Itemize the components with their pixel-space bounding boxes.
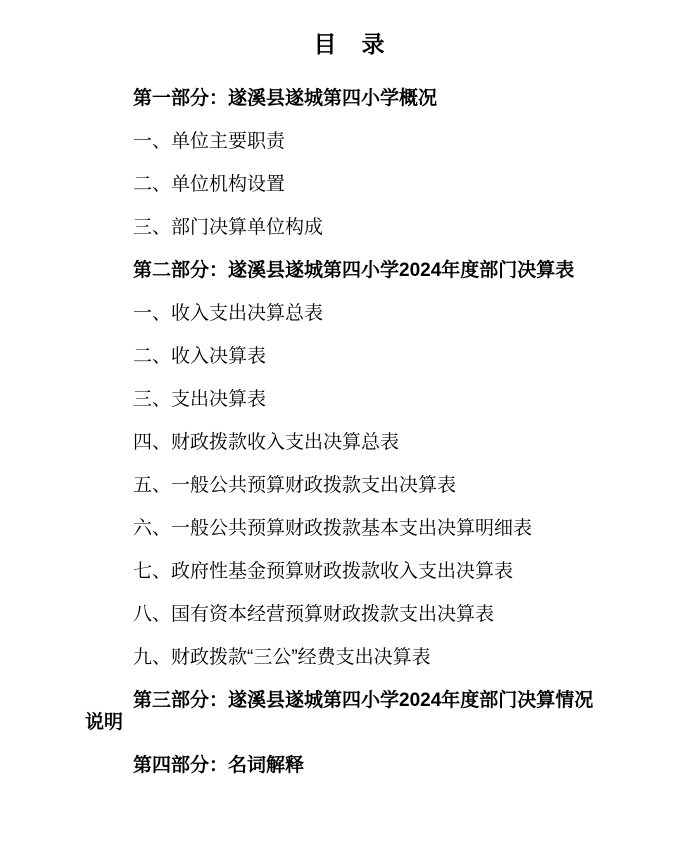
toc-part2-item-7: 七、政府性基金预算财政拨款收入支出决算表 xyxy=(133,561,514,582)
toc-part2-item-6: 六、一般公共预算财政拨款基本支出决算明细表 xyxy=(133,518,533,539)
toc-part1-item-2: 二、单位机构设置 xyxy=(133,174,286,195)
toc-part-4-heading: 第四部分：名词解释 xyxy=(133,755,305,776)
document-page xyxy=(0,30,699,864)
toc-part2-item-9: 九、财政拨款“三公”经费支出决算表 xyxy=(133,647,431,668)
table-of-contents xyxy=(85,88,607,777)
toc-part-3-heading: 第三部分：遂溪县遂城第四小学2024年度部门决算情况说明 xyxy=(85,690,594,733)
toc-part2-item-1: 一、收入支出决算总表 xyxy=(133,303,324,324)
toc-part1-item-3: 三、部门决算单位构成 xyxy=(133,217,324,238)
toc-part2-item-4: 四、财政拨款收入支出决算总表 xyxy=(133,432,400,453)
toc-part-2-heading: 第二部分：遂溪县遂城第四小学2024年度部门决算表 xyxy=(133,260,575,281)
toc-part1-item-1: 一、单位主要职责 xyxy=(133,131,286,152)
toc-part2-item-8: 八、国有资本经营预算财政拨款支出决算表 xyxy=(133,604,495,625)
toc-part2-item-3: 三、支出决算表 xyxy=(133,389,267,410)
toc-part2-item-2: 二、收入决算表 xyxy=(133,346,267,367)
toc-part2-item-5: 五、一般公共预算财政拨款支出决算表 xyxy=(133,475,457,496)
page-title: 目 录 xyxy=(313,31,386,57)
toc-part-1-heading: 第一部分：遂溪县遂城第四小学概况 xyxy=(133,88,438,109)
